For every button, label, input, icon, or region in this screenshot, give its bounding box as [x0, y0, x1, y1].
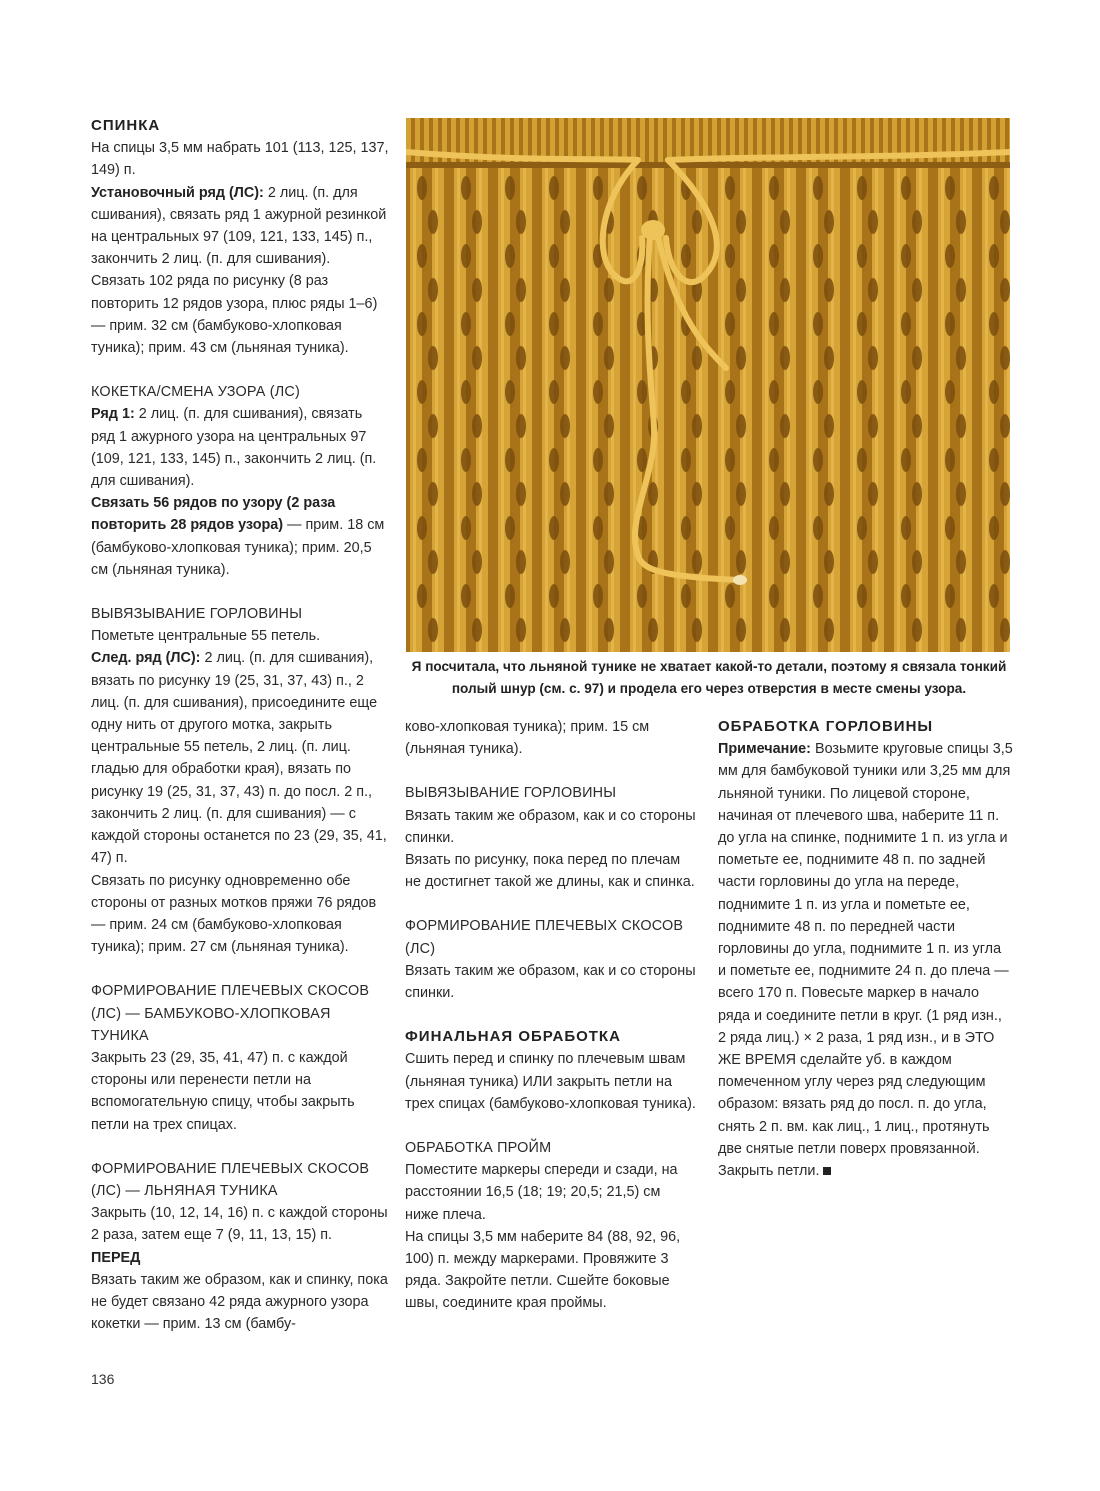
- shoulder-linen-title: ФОРМИРОВАНИЕ ПЛЕЧЕВЫХ СКОСОВ (ЛС) — ЛЬНЯНАЯ ТУНИКА: [91, 1160, 370, 1199]
- lace-eyelet: [648, 482, 658, 506]
- lace-eyelet: [461, 176, 471, 200]
- waistband-rib: [559, 118, 564, 162]
- lace-eyelet: [428, 278, 438, 302]
- waistband-rib: [649, 118, 654, 162]
- lace-eyelet: [681, 380, 691, 404]
- lace-eyelet: [956, 278, 966, 302]
- waistband-rib: [1009, 118, 1010, 162]
- lace-eyelet: [549, 312, 559, 336]
- yoke-title: КОКЕТКА/СМЕНА УЗОРА (ЛС): [91, 384, 300, 401]
- knit-column-highlight: [633, 168, 636, 652]
- knit-column-highlight: [875, 168, 878, 652]
- lace-eyelet: [769, 312, 779, 336]
- lace-eyelet: [824, 618, 834, 642]
- lace-eyelet: [824, 414, 834, 438]
- lace-eyelet: [472, 278, 482, 302]
- knit-column-highlight: [435, 168, 438, 652]
- waistband-rib: [676, 118, 681, 162]
- lace-eyelet: [824, 482, 834, 506]
- lace-eyelet: [956, 414, 966, 438]
- lace-eyelet: [901, 244, 911, 268]
- lace-eyelet: [417, 516, 427, 540]
- lace-eyelet: [868, 550, 878, 574]
- lace-eyelet: [901, 380, 911, 404]
- knit-column-highlight: [523, 168, 526, 652]
- lace-eyelet: [769, 176, 779, 200]
- neckband-note: [718, 738, 1013, 1182]
- lace-eyelet: [417, 584, 427, 608]
- lace-eyelet: [736, 550, 746, 574]
- lace-eyelet: [780, 550, 790, 574]
- lace-eyelet: [824, 346, 834, 370]
- lace-eyelet: [912, 414, 922, 438]
- lace-eyelet: [428, 346, 438, 370]
- lace-eyelet: [868, 618, 878, 642]
- lace-eyelet: [824, 550, 834, 574]
- lace-eyelet: [989, 176, 999, 200]
- lace-eyelet: [813, 380, 823, 404]
- front-shoulder-text: Вязать таким же образом, как и со стороны спинки.: [405, 962, 696, 1002]
- knit-column-highlight: [457, 168, 460, 652]
- lace-eyelet: [989, 312, 999, 336]
- lace-eyelet: [868, 414, 878, 438]
- lace-eyelet: [428, 618, 438, 642]
- knit-column-highlight: [1007, 168, 1010, 652]
- lace-eyelet: [780, 618, 790, 642]
- lace-eyelet: [681, 584, 691, 608]
- waistband-rib: [658, 118, 663, 162]
- lace-eyelet: [505, 244, 515, 268]
- lace-eyelet: [780, 482, 790, 506]
- lace-eyelet: [593, 380, 603, 404]
- setup-row-text: 2 лиц. (п. для сшивания), связать ряд 1 ажурной резинкой на центральных 97 (109, 121, 133, 145) п., закончить 2 лиц. (п. для сшивания).: [91, 184, 387, 268]
- knit-column-highlight: [963, 168, 966, 652]
- lace-eyelet: [692, 346, 702, 370]
- lace-eyelet: [725, 584, 735, 608]
- lace-eyelet: [780, 210, 790, 234]
- lace-eyelet: [857, 244, 867, 268]
- waistband-rib: [694, 118, 699, 162]
- waistband-rib: [667, 118, 672, 162]
- knit-column-highlight: [941, 168, 944, 652]
- lace-eyelet: [813, 244, 823, 268]
- lace-eyelet: [461, 380, 471, 404]
- waistband-rib: [541, 118, 546, 162]
- caption-line-1: Я посчитала, что льняной тунике не хватает какой-то детали, поэтому я связала тонкий: [411, 659, 1007, 674]
- lace-eyelet: [472, 414, 482, 438]
- lace-eyelet: [516, 550, 526, 574]
- lace-eyelet: [593, 516, 603, 540]
- lace-eyelet: [516, 278, 526, 302]
- knit-column-highlight: [479, 168, 482, 652]
- yoke-repeat: [91, 492, 389, 581]
- neck-next-row: [91, 647, 389, 869]
- yoke-row-label: Ряд 1:: [91, 406, 135, 423]
- lace-eyelet: [725, 244, 735, 268]
- photo-caption: [404, 656, 1014, 700]
- bow-knot: [641, 220, 665, 240]
- lace-eyelet: [769, 244, 779, 268]
- lace-eyelet: [549, 176, 559, 200]
- waistband-rib: [604, 118, 609, 162]
- lace-eyelet: [956, 210, 966, 234]
- lace-eyelet: [945, 448, 955, 472]
- lace-eyelet: [516, 618, 526, 642]
- waistband-rib: [568, 118, 573, 162]
- lace-eyelet: [604, 278, 614, 302]
- lace-eyelet: [692, 482, 702, 506]
- lace-eyelet: [428, 482, 438, 506]
- yoke-row-text: 2 лиц. (п. для сшивания), связать ряд 1 ажурного узора на центральных 97 (109, 121, 133, 145) п., закончить 2 лиц. (п. для сшивания).: [91, 406, 377, 490]
- lace-eyelet: [428, 210, 438, 234]
- waistband-rib: [712, 118, 717, 162]
- setup-row: [91, 182, 389, 271]
- lace-eyelet: [472, 618, 482, 642]
- lace-eyelet: [549, 244, 559, 268]
- waistband-rib: [703, 118, 708, 162]
- lace-eyelet: [505, 516, 515, 540]
- lace-eyelet: [725, 516, 735, 540]
- lace-eyelet: [901, 516, 911, 540]
- lace-eyelet: [1000, 482, 1010, 506]
- lace-eyelet: [901, 176, 911, 200]
- lace-eyelet: [692, 618, 702, 642]
- waistband-rib: [550, 118, 555, 162]
- lace-eyelet: [681, 448, 691, 472]
- lace-eyelet: [516, 210, 526, 234]
- waistband-edge: [406, 162, 1010, 168]
- lace-eyelet: [637, 584, 647, 608]
- note-text: Возьмите круговые спицы 3,5 мм для бамбуковой туники или 3,25 мм для льняной туники. По лицевой стороне, начиная от плечевого шва, наберите 11 п. до угла на спинке, поднимите 1 п. из угла и пометьте ее, поднимите 48 п. по задней части горловины до угла на переде, поднимите 1 п. из угла и пометьте ее, поднимите 48 п. по передней части горловины до угла, поднимите 1 п. из угла и пометьте ее, поднимите 24 п. до плеча — всего 170 п. Повесьте маркер в начало ряда и соедините петли в круг. (1 ряд изн., 2 ряда лиц.) × 2 раза, 1 ряд изн., и в ЭТО ЖЕ ВРЕМЯ сделайте уб. в каждом помеченном углу через ряд следующим образом: вязать ряд до посл. п. до угла, снять 2 п. вм. как лиц., 1 лиц., протянуть две снятые петли поверх провязанной. Закрыть петли.: [718, 741, 1013, 1180]
- lace-eyelet: [604, 618, 614, 642]
- text-column-2: [405, 716, 697, 1315]
- lace-eyelet: [516, 482, 526, 506]
- lace-eyelet: [560, 482, 570, 506]
- caption-line-2: полый шнур (см. с. 97) и продела его через отверстия в месте смены узора.: [451, 681, 967, 696]
- lace-eyelet: [824, 278, 834, 302]
- lace-eyelet: [1000, 550, 1010, 574]
- lace-eyelet: [505, 312, 515, 336]
- lace-eyelet: [593, 176, 603, 200]
- lace-eyelet: [989, 516, 999, 540]
- knit-column-highlight: [545, 168, 548, 652]
- lace-eyelet: [692, 414, 702, 438]
- lace-eyelet: [560, 550, 570, 574]
- knit-column-highlight: [501, 168, 504, 652]
- waistband-rib: [622, 118, 627, 162]
- neck-both-sides: Связать по рисунку одновременно обе стороны от разных мотков пряжи 76 рядов — прим. 24 см (бамбуково-хлопковая туника); прим. 27 см (льняная туника).: [91, 872, 377, 956]
- lace-eyelet: [725, 380, 735, 404]
- lace-eyelet: [813, 312, 823, 336]
- lace-eyelet: [736, 346, 746, 370]
- lace-eyelet: [956, 346, 966, 370]
- waistband-rib: [406, 118, 411, 162]
- lace-eyelet: [912, 210, 922, 234]
- knit-column-highlight: [413, 168, 416, 652]
- lace-eyelet: [505, 176, 515, 200]
- lace-eyelet: [813, 516, 823, 540]
- lace-eyelet: [1000, 346, 1010, 370]
- armhole-title: ОБРАБОТКА ПРОЙМ: [405, 1140, 552, 1157]
- lace-eyelet: [989, 244, 999, 268]
- lace-eyelet: [549, 516, 559, 540]
- lace-eyelet: [505, 448, 515, 472]
- lace-eyelet: [857, 176, 867, 200]
- back-cast-on: На спицы 3,5 мм набрать 101 (113, 125, 137, 149) п.: [91, 140, 389, 179]
- lace-eyelet: [912, 618, 922, 642]
- lace-eyelet: [857, 312, 867, 336]
- finishing-text: Сшить перед и спинку по плечевым швам (льняная туника) ИЛИ закрыть петли на трех спицах (бамбуково-хлопковая туника).: [405, 1051, 696, 1112]
- back-title: СПИНКА: [91, 117, 161, 134]
- lace-eyelet: [549, 584, 559, 608]
- lace-eyelet: [912, 550, 922, 574]
- page-number: 136: [91, 1371, 115, 1387]
- lace-eyelet: [769, 380, 779, 404]
- lace-eyelet: [945, 244, 955, 268]
- armhole-p2: На спицы 3,5 мм наберите 84 (88, 92, 96, 100) п. между маркерами. Провяжите 3 ряда. Закройте петли. Сшейте боковые швы, соедините края проймы.: [405, 1228, 681, 1312]
- neckband-title: ОБРАБОТКА ГОРЛОВИНЫ: [718, 718, 934, 735]
- lace-eyelet: [769, 516, 779, 540]
- lace-eyelet: [945, 176, 955, 200]
- lace-eyelet: [560, 278, 570, 302]
- lace-eyelet: [417, 380, 427, 404]
- lace-eyelet: [857, 516, 867, 540]
- knit-column-highlight: [919, 168, 922, 652]
- lace-eyelet: [472, 346, 482, 370]
- lace-eyelet: [417, 176, 427, 200]
- lace-eyelet: [868, 482, 878, 506]
- lace-eyelet: [736, 278, 746, 302]
- waistband-rib: [640, 118, 645, 162]
- knit-column-highlight: [787, 168, 790, 652]
- lace-eyelet: [725, 176, 735, 200]
- lace-eyelet: [901, 584, 911, 608]
- waistband-rib: [631, 118, 636, 162]
- lace-eyelet: [945, 584, 955, 608]
- lace-eyelet: [549, 448, 559, 472]
- lace-eyelet: [505, 584, 515, 608]
- lace-eyelet: [604, 482, 614, 506]
- cord-end: [733, 575, 747, 585]
- neck-title: ВЫВЯЗЫВАНИЕ ГОРЛОВИНЫ: [91, 606, 303, 623]
- end-mark-icon: [823, 1167, 831, 1175]
- lace-eyelet: [1000, 278, 1010, 302]
- lace-eyelet: [824, 210, 834, 234]
- lace-eyelet: [637, 380, 647, 404]
- lace-eyelet: [648, 618, 658, 642]
- lace-eyelet: [417, 312, 427, 336]
- lace-eyelet: [604, 550, 614, 574]
- lace-eyelet: [736, 414, 746, 438]
- lace-eyelet: [912, 278, 922, 302]
- knitted-lace-photo: [406, 118, 1010, 652]
- lace-eyelet: [560, 346, 570, 370]
- front-title: ПЕРЕД: [91, 1249, 141, 1266]
- lace-eyelet: [604, 346, 614, 370]
- lace-eyelet: [593, 312, 603, 336]
- knit-column-highlight: [985, 168, 988, 652]
- lace-eyelet: [417, 448, 427, 472]
- knit-column-highlight: [765, 168, 768, 652]
- lace-eyelet: [549, 380, 559, 404]
- lace-eyelet: [901, 448, 911, 472]
- lace-eyelet: [912, 346, 922, 370]
- lace-eyelet: [989, 380, 999, 404]
- front-continued: ково-хлопковая туника); прим. 15 см (льняная туника).: [405, 719, 650, 758]
- front-shoulder-title: ФОРМИРОВАНИЕ ПЛЕЧЕВЫХ СКОСОВ (ЛС): [405, 918, 684, 957]
- lace-eyelet: [472, 482, 482, 506]
- waistband-rib: [577, 118, 582, 162]
- lace-eyelet: [736, 618, 746, 642]
- setup-row-label: Установочный ряд (ЛС):: [91, 184, 264, 201]
- lace-eyelet: [417, 244, 427, 268]
- finishing-title: ФИНАЛЬНАЯ ОБРАБОТКА: [405, 1028, 621, 1046]
- lace-eyelet: [901, 312, 911, 336]
- front-neck-p1: Вязать таким же образом, как и со стороны спинки.: [405, 807, 696, 846]
- lace-eyelet: [780, 346, 790, 370]
- lace-eyelet: [472, 210, 482, 234]
- neck-next-label: След. ряд (ЛС):: [91, 650, 201, 667]
- lace-eyelet: [461, 584, 471, 608]
- knit-column-highlight: [809, 168, 812, 652]
- lace-eyelet: [725, 448, 735, 472]
- lace-eyelet: [428, 414, 438, 438]
- lace-eyelet: [857, 584, 867, 608]
- lace-eyelet: [637, 176, 647, 200]
- lace-eyelet: [945, 380, 955, 404]
- lace-eyelet: [1000, 414, 1010, 438]
- lace-eyelet: [780, 414, 790, 438]
- lace-eyelet: [956, 618, 966, 642]
- lace-eyelet: [989, 584, 999, 608]
- lace-eyelet: [736, 482, 746, 506]
- lace-eyelet: [461, 312, 471, 336]
- lace-eyelet: [813, 584, 823, 608]
- lace-eyelet: [428, 550, 438, 574]
- knit-column-highlight: [567, 168, 570, 652]
- lace-eyelet: [945, 312, 955, 336]
- lace-eyelet: [912, 482, 922, 506]
- lace-eyelet: [956, 550, 966, 574]
- lace-eyelet: [868, 346, 878, 370]
- lace-eyelet: [692, 550, 702, 574]
- knit-column-highlight: [677, 168, 680, 652]
- lace-eyelet: [989, 448, 999, 472]
- lace-eyelet: [560, 618, 570, 642]
- lace-eyelet: [868, 278, 878, 302]
- lace-eyelet: [1000, 210, 1010, 234]
- lace-eyelet: [769, 448, 779, 472]
- knit-column-highlight: [831, 168, 834, 652]
- lace-eyelet: [813, 448, 823, 472]
- lace-eyelet: [560, 414, 570, 438]
- lace-eyelet: [868, 210, 878, 234]
- knit-column-highlight: [897, 168, 900, 652]
- lace-eyelet: [461, 516, 471, 540]
- yoke-repeat-text: — прим. 18 см (бамбуково-хлопковая туника); прим. 20,5 см (льняная туника).: [91, 517, 385, 578]
- knit-column-highlight: [611, 168, 614, 652]
- lace-eyelet: [813, 176, 823, 200]
- lace-eyelet: [461, 244, 471, 268]
- lace-eyelet: [692, 210, 702, 234]
- armhole-p1: Поместите маркеры спереди и сзади, на расстоянии 16,5 (18; 19; 20,5; 21,5) см ниже плеча.: [405, 1162, 678, 1223]
- front-text: Вязать таким же образом, как и спинку, пока не будет связано 42 ряда ажурного узора кокетки — прим. 13 см (бамбу-: [91, 1271, 388, 1333]
- lace-eyelet: [593, 584, 603, 608]
- lace-eyelet: [725, 312, 735, 336]
- knit-column-highlight: [589, 168, 592, 652]
- lace-eyelet: [472, 550, 482, 574]
- lace-eyelet: [593, 448, 603, 472]
- waistband-rib: [685, 118, 690, 162]
- lace-eyelet: [857, 448, 867, 472]
- shoulder-bamboo-title: ФОРМИРОВАНИЕ ПЛЕЧЕВЫХ СКОСОВ (ЛС) — БАМБУКОВО-ХЛОПКОВАЯ ТУНИКА: [91, 983, 370, 1044]
- lace-knit-image: [406, 118, 1010, 652]
- lace-eyelet: [461, 448, 471, 472]
- shoulder-bamboo-text: Закрыть 23 (29, 35, 41, 47) п. с каждой стороны или перенести петли на вспомогательную спицу, чтобы закрыть петли на трех спицах.: [91, 1049, 355, 1133]
- lace-eyelet: [516, 346, 526, 370]
- neck-mark: Пометьте центральные 55 петель.: [91, 628, 321, 645]
- text-column-1: [91, 115, 389, 1335]
- neck-next-text: 2 лиц. (п. для сшивания), вязать по рисунку 19 (25, 31, 37, 43) п., 2 лиц. (п. для сшивания), присоедините еще одну нить от другого мотка, закрыть центральные 55 петель, 2 лиц. (п. лиц. гладью для обработки края), вязать по рисунку 19 (25, 31, 37, 43) п. до посл. 2 п., закончить 2 лиц. (п. для сшивания) — с каждой стороны останется по 23 (29, 35, 41, 47) п.: [91, 650, 387, 867]
- note-label: Примечание:: [718, 741, 811, 758]
- lace-eyelet: [560, 210, 570, 234]
- lace-eyelet: [736, 210, 746, 234]
- waistband-rib: [613, 118, 618, 162]
- waistband-rib: [595, 118, 600, 162]
- lace-eyelet: [505, 380, 515, 404]
- text-column-3: [718, 716, 1013, 1182]
- lace-eyelet: [681, 244, 691, 268]
- front-neck-title: ВЫВЯЗЫВАНИЕ ГОРЛОВИНЫ: [405, 785, 617, 802]
- lace-eyelet: [780, 278, 790, 302]
- lace-eyelet: [769, 584, 779, 608]
- waistband-rib: [586, 118, 591, 162]
- lace-eyelet: [1000, 618, 1010, 642]
- lace-eyelet: [681, 516, 691, 540]
- lace-eyelet: [516, 414, 526, 438]
- lace-eyelet: [956, 482, 966, 506]
- lace-eyelet: [857, 380, 867, 404]
- waistband-rib: [532, 118, 537, 162]
- yoke-repeat-bold: Связать 56 рядов по узору (2 раза повторить 28 рядов узора): [91, 495, 336, 534]
- lace-eyelet: [945, 516, 955, 540]
- yoke-row-1: [91, 403, 389, 492]
- knit-column-highlight: [853, 168, 856, 652]
- back-body: Связать 102 ряда по рисунку (8 раз повторить 12 рядов узора, плюс ряды 1–6) — прим. 32 см (бамбуково-хлопковая туника); прим. 43 см (льняная туника).: [91, 273, 378, 357]
- front-neck-p2: Вязать по рисунку, пока перед по плечам не достигнет такой же длины, как и спинка.: [405, 852, 695, 891]
- lace-eyelet: [604, 414, 614, 438]
- shoulder-linen-text: Закрыть (10, 12, 14, 16) п. с каждой стороны 2 раза, затем еще 7 (9, 11, 13, 15) п.: [91, 1205, 388, 1244]
- lace-eyelet: [637, 448, 647, 472]
